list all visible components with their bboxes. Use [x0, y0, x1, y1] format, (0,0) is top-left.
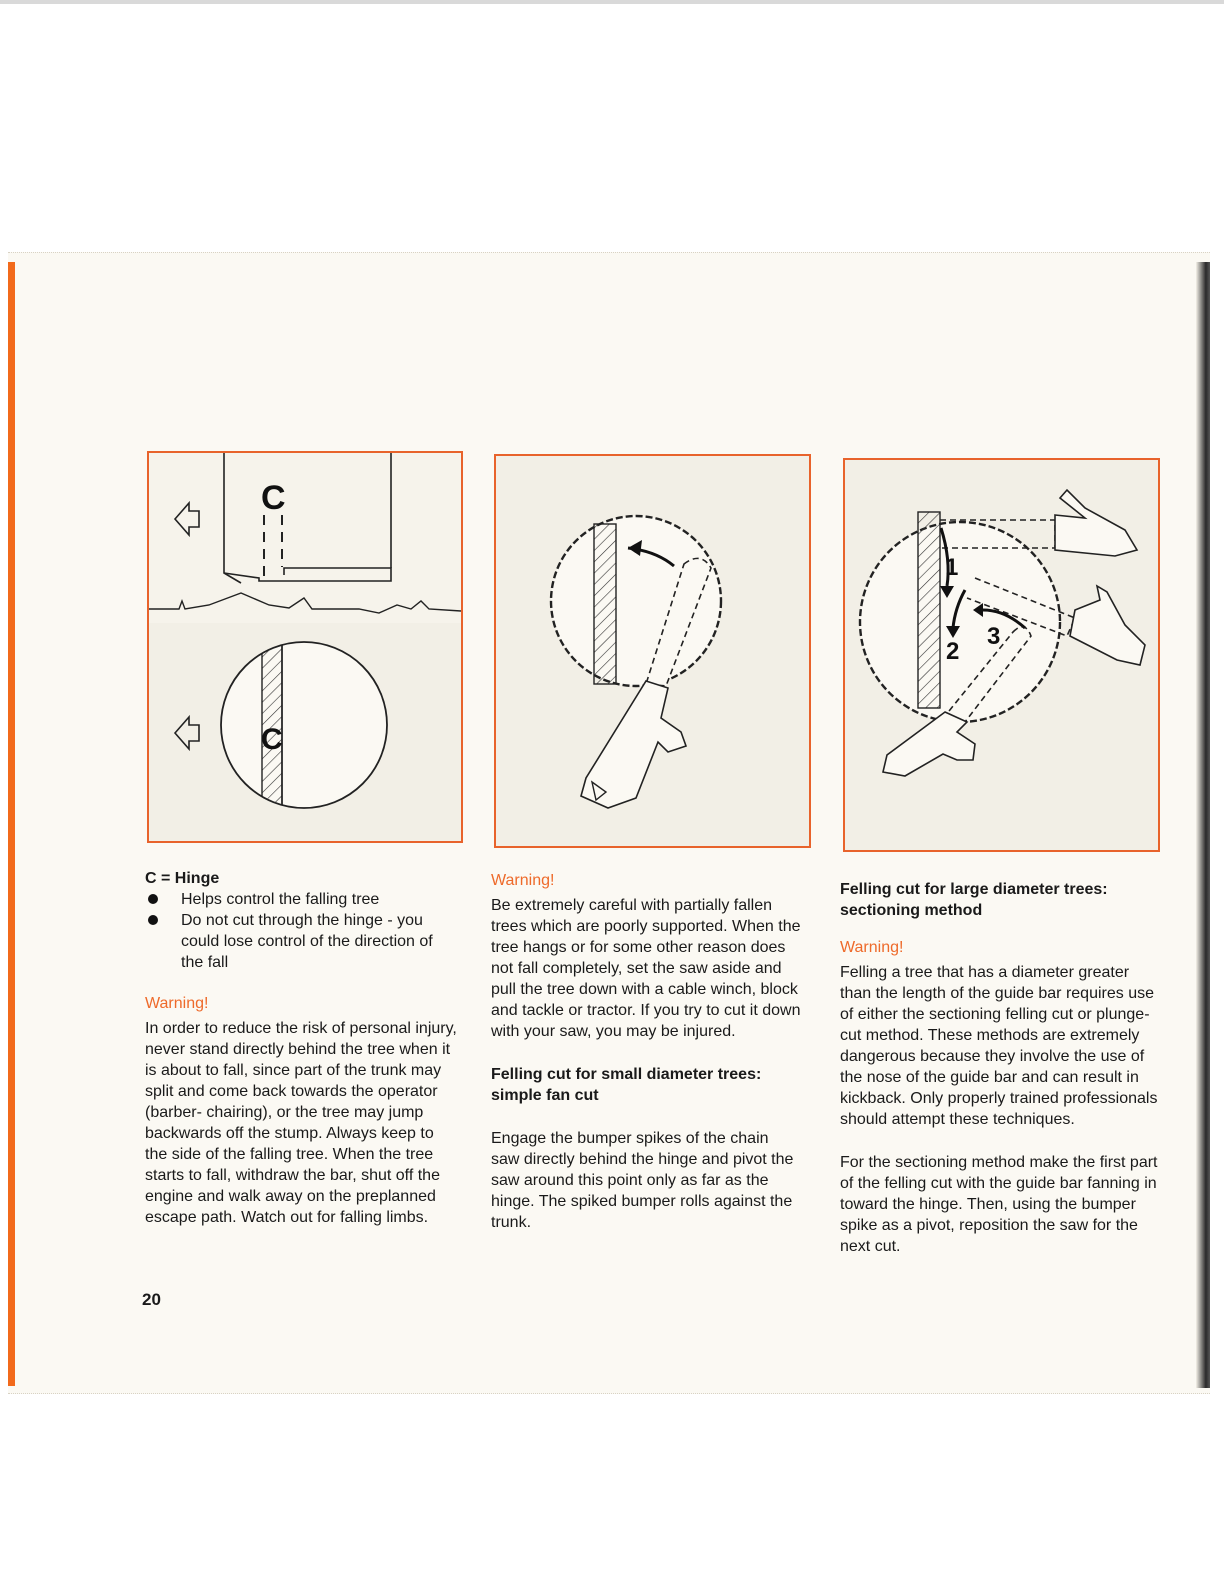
step-3-label: 3	[987, 623, 1001, 650]
right-column	[840, 879, 1158, 1257]
sectioning-diagram	[843, 458, 1160, 852]
warning-title: Warning!	[491, 872, 555, 889]
page-spine	[8, 262, 15, 1386]
fall-direction-arrow-icon	[175, 717, 199, 749]
body-text: Engage the bumper spikes of the chain saw directly behind the hinge and pivot the saw around this point only as far as the hinge. The spiked bumper rolls against the trunk.	[491, 1130, 794, 1231]
hinge-illustration	[149, 453, 461, 841]
hinge-label-top: C	[261, 479, 286, 517]
body-text: For the sectioning method make the first part of the felling cut with the guide bar fanning in toward the hinge. Then, using the bumper spike as a pivot, reposition the saw for the next cut.	[840, 1154, 1158, 1255]
step-1-label: 1	[945, 554, 959, 581]
chainsaw-icon	[883, 712, 975, 776]
chainsaw-icon	[1055, 490, 1137, 556]
warning-text: Felling a tree that has a diameter greater than the length of the guide bar requires use of either the sectioning felling cut or plunge-cut method. These methods are extremely dangerous because they involve the use of the nose of the guide bar and can result in kickback. Only properly trained professionals should attempt these techniques.	[840, 964, 1158, 1128]
bullet-item: Helps control the falling tree	[145, 889, 457, 910]
page-number: 20	[142, 1290, 161, 1309]
sectioning-illustration	[845, 460, 1158, 850]
warning-text: In order to reduce the risk of personal injury, never stand directly behind the tree when it is about to fall, since part of the trunk may split and come back towards the operator (barber- chairing), or the tree may jump backwards off the stump. Always keep to the side of the falling tree. When the tree starts to fall, withdraw the bar, shut off the engine and walk away on the preplanned escape path. Watch out for falling limbs.	[145, 1020, 457, 1226]
chainsaw-icon	[581, 681, 686, 808]
chainsaw-icon	[1070, 586, 1145, 665]
warning-text: Be extremely careful with partially fallen trees which are poorly supported. When the tree hangs or for some other reason does not fall completely, set the saw aside and pull the tree down with a cable winch, block and tackle or tractor. If you try to cut it down with your saw, you may be injured.	[491, 897, 801, 1040]
hinge-bullets	[145, 889, 457, 973]
left-column	[145, 868, 457, 1228]
section-heading: Felling cut for small diameter trees: simple fan cut	[491, 1066, 762, 1104]
fan-cut-diagram	[494, 454, 811, 848]
hinge-heading: C = Hinge	[145, 870, 220, 887]
bullet-item: Do not cut through the hinge - you could lose control of the direction of the fall	[145, 910, 457, 973]
fan-cut-illustration	[496, 456, 809, 846]
scan-top-edge	[0, 0, 1224, 4]
hinge-diagram	[147, 451, 463, 843]
section-heading: Felling cut for large diameter trees: sectioning method	[840, 881, 1108, 919]
middle-column	[491, 870, 801, 1233]
hinge-label-bottom: C	[261, 723, 283, 756]
step-2-label: 2	[946, 638, 960, 665]
page-right-edge	[1196, 262, 1210, 1388]
warning-title: Warning!	[145, 995, 209, 1012]
warning-title: Warning!	[840, 939, 904, 956]
